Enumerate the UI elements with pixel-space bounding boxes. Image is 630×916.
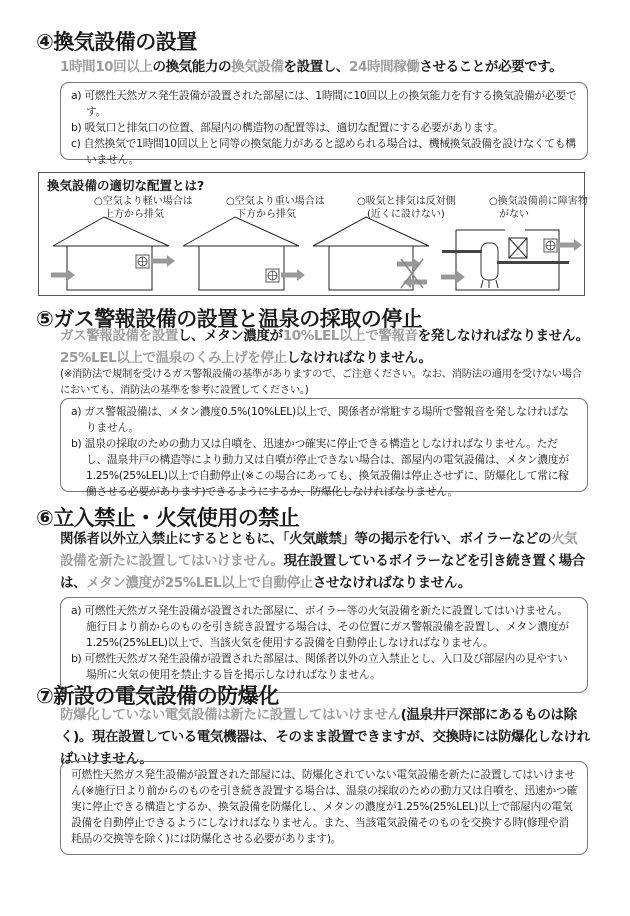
section-5-item-a: a) ガス警報設備は、メタン濃度0.5%(10%LEL)以上で、関係者が常駐する場所で警報音を発しなければなりません。 <box>71 405 569 434</box>
highlighted-text: 25%LEL以上で温泉のくみ上げを停止 <box>60 350 287 366</box>
section-4-title: ④換気設備の設置 <box>36 30 197 54</box>
house-3 <box>313 217 429 290</box>
highlighted-text: 10%LEL以上で警報音 <box>282 328 418 344</box>
highlighted-text: 1時間10回以上 <box>60 59 153 75</box>
highlighted-text: メタン濃度が25%LEL以上で自動停止 <box>86 575 313 591</box>
lead-text: しなければなりません。 <box>286 350 432 366</box>
lead-text: (温泉井戸深部にあるものは除く)。現在設置している電気機器は、そのまま設置できますが、交換時には防爆化しなければいけません。 <box>60 707 590 767</box>
section-7-title: ⑦新設の電気設備の防爆化 <box>36 684 279 708</box>
diagram-caption-1: ○空気より軽い場合は 上方から排気 <box>94 196 193 220</box>
diagram-caption-2: ○空気より重い場合は 下方から排気 <box>226 196 325 220</box>
ventilation-diagram <box>38 172 588 296</box>
exhaust-arrow-icon <box>281 269 305 281</box>
fan-icon <box>544 239 557 252</box>
diagram-illustration <box>39 173 584 295</box>
intake-arrow-icon <box>51 269 75 281</box>
highlighted-text: 換気設備 <box>231 59 284 75</box>
highlighted-text: 防爆化していない電気設備は新たに設置してはいけません <box>60 707 401 723</box>
section-6-item-b: b) 可燃性天然ガス発生設備が設置された部屋は、関係者以外の立入禁止とし、入口及び部屋内の見やすい場所に火気の使用を禁止する旨を掲示しなければなりません。 <box>71 652 568 681</box>
exhaust-arrow-icon <box>151 255 175 267</box>
lead-text: させることが必要です。 <box>419 59 563 75</box>
house-1 <box>53 217 169 290</box>
tank-icon <box>481 243 498 288</box>
fan-icon <box>266 269 279 282</box>
section-5-lead <box>60 325 590 369</box>
lead-text: を設置し、 <box>283 59 349 75</box>
exhaust-arrow-icon <box>558 239 582 251</box>
lead-text: の換気能力の <box>152 59 232 75</box>
pipe <box>497 261 569 264</box>
exhaust-arrow-icon <box>397 258 421 270</box>
lead-text: 関係者以外立入禁止にするとともに、「火気厳禁」等の掲示を行い、ボイラーなどの <box>60 531 552 547</box>
section-4-item-c: c) 自然換気で1時間10回以上と同等の換気能力があると認められる場合は、機械換気設備を設けなくても構いません。 <box>71 137 576 166</box>
section-6-lead <box>60 528 590 594</box>
section-6-item-a: a) 可燃性天然ガス発生設備が設置された部屋に、ボイラー等の火気設備を新たに設置してはいけません。施行日より前からのものを引き続き設置する場合は、その位置にガス警報設備を設置し、メタン濃度が1.25%(25%LEL)以上で、当該火気を使用する設備を自動停止しなければなりません。 <box>71 604 569 649</box>
lead-text: し、メタン濃度が <box>177 328 283 344</box>
diagram-caption-3: ○吸気と排気は反対側 (近くに設けない) <box>357 196 456 220</box>
section-5-title: ⑤ガス警報設備の設置と温泉の採取の停止 <box>36 307 423 331</box>
section-6-title: ⑥立入禁止・火気使用の禁止 <box>36 506 300 530</box>
section-4-item-a: a) 可燃性天然ガス発生設備が設置された部屋には、1時間に10回以上の換気能力を有する換気設備が必要です。 <box>71 89 577 118</box>
lead-text: させなければなりません。 <box>312 575 471 591</box>
section-5-item-b: b) 温泉の採取のための動力又は自噴を、迅速かつ確実に停止できる構造としなければなりません。ただし、温泉井戸の構造等により動力又は自噴が停止できない場合は、部屋内の電気設備は、メタン濃度が1.25%(25%LEL)以上で自動停止(※この場合にあっても、換気設備は停止させずに、防爆化して常に稼働させる必要があります)できるようにするか、防爆化しなければなりません。 <box>71 437 569 498</box>
section-4-item-b: b) 吸気口と排気口の位置、部屋内の構造物の配置等は、適切な配置にする必要があります。 <box>71 121 504 134</box>
section-5-box <box>60 398 588 498</box>
section-6-box <box>60 597 588 693</box>
section-5-note: (※消防法で規制を受けるガス警報設備の基準がありますので、ご注意ください。なお、消防法の適用を受けない場合においても、消防法の基準を参考に設置してください。) <box>60 368 582 396</box>
section-7-box <box>60 761 588 855</box>
highlighted-text: 火気設備を新たに設置してはいけません。 <box>60 531 578 569</box>
highlighted-text: ガス警報設備を設置 <box>60 328 178 344</box>
pipe <box>442 250 482 253</box>
obstacle-icon <box>509 238 527 258</box>
lead-text: を発しなければなりません。 <box>417 328 589 344</box>
diagram-caption-4: ○換気設備前に障害物 がない <box>489 196 588 220</box>
house-2 <box>183 217 299 290</box>
fan-icon <box>136 255 149 268</box>
highlighted-text: 24時間稼働 <box>349 59 420 75</box>
intake-arrow-icon <box>441 271 465 283</box>
section-7-body: 可燃性天然ガス発生設備が設置された部屋には、防爆化されていない電気設備を新たに設置してはいけません(※施行日より前からのものを引き続き設置する場合は、温泉の採取のための動力又は自噴を、迅速かつ確実に停止できる構造とするか、換気設備を防爆化し、メタンの濃度が1.25%(25%LEL)以上で部屋内の電気設備を自動停止できるようにしなければなりません。また、当該電気設備そのものを交換する時(修理や消耗品の交換等を除く)には防爆化させる必要があります)。 <box>71 768 578 845</box>
section-4-lead <box>60 56 590 78</box>
section-4-box <box>60 82 588 166</box>
diagram-title: 換気設備の適切な配置とは? <box>47 178 205 193</box>
lead-text: 現在設置しているボイラーなどを引き続き置く場合は、 <box>60 553 585 591</box>
